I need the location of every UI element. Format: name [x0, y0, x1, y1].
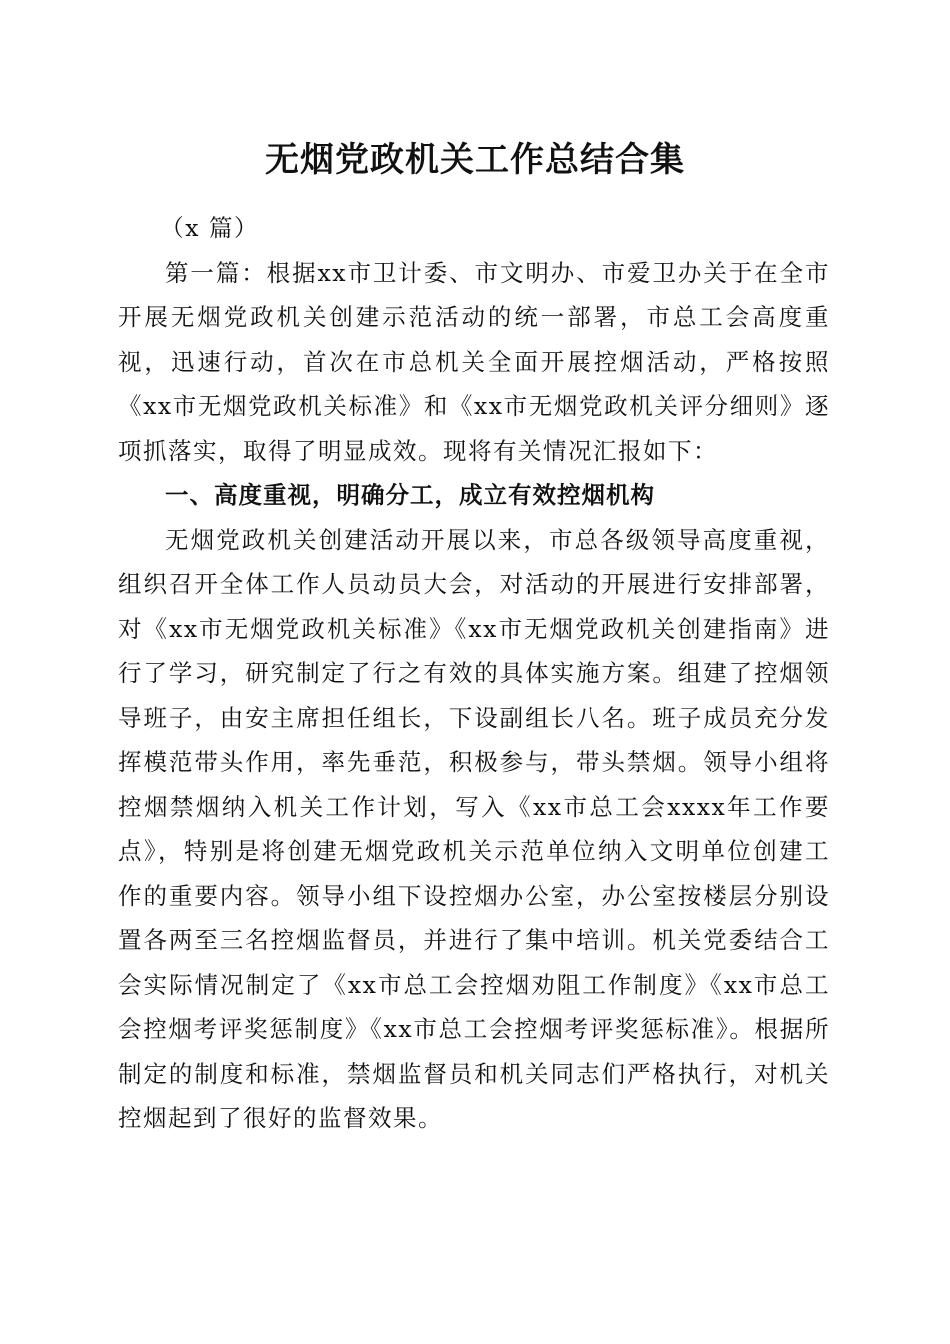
intro-paragraph: 第一篇：根据xx市卫计委、市文明办、市爱卫办关于在全市开展无烟党政机关创建示范活动的统一部署，市总工会高度重视，迅速行动，首次在市总机关全面开展控烟活动，严格按照《xx市无烟党政机关标准》和《xx市无烟党政机关评分细则》逐项抓落实，取得了明显成效。现将有关情况汇报如下：	[118, 258, 830, 465]
section-heading: 一、高度重视，明确分工，成立有效控烟机构	[165, 481, 655, 509]
article-count-note: （x 篇）	[160, 214, 260, 242]
section-paragraph: 无烟党政机关创建活动开展以来，市总各级领导高度重视，组织召开全体工作人员动员大会，对活动的开展进行安排部署，对《xx市无烟党政机关标准》《xx市无烟党政机关创建指南》进行了学习，研究制定了行之有效的具体实施方案。组建了控烟领导班子，由安主席担任组长，下设副组长八名。班子成员充分发挥模范带头作用，率先垂范，积极参与，带头禁烟。领导小组将控烟禁烟纳入机关工作计划，写入《xx市总工会xxxx年工作要点》，特别是将创建无烟党政机关示范单位纳入文明单位创建工作的重要内容。领导小组下设控烟办公室，办公室按楼层分别设置各两至三名控烟监督员，并进行了集中培训。机关党委结合工会实际情况制定了《xx市总工会控烟劝阻工作制度》《xx市总工会控烟考评奖惩制度》《xx市总工会控烟考评奖惩标准》。根据所制定的制度和标准，禁烟监督员和机关同志们严格执行，对机关控烟起到了很好的监督效果。	[118, 525, 830, 1132]
document-title: 无烟党政机关工作总结合集	[265, 140, 685, 180]
document-body	[118, 206, 830, 1141]
